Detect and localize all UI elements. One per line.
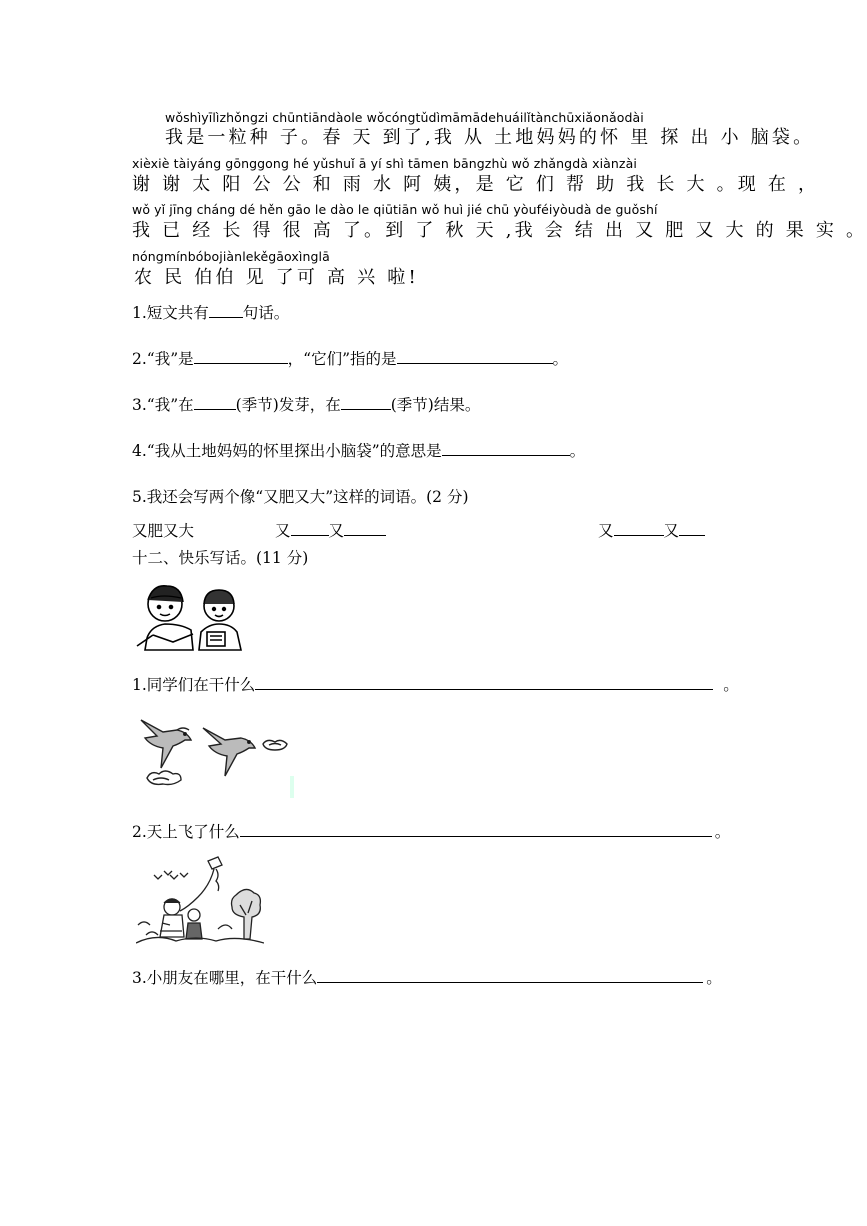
you-char: 又 [275, 522, 291, 540]
question-3-text: 3.“我”在 [132, 396, 194, 414]
answer-blank[interactable] [397, 349, 553, 364]
answer-blank[interactable] [194, 395, 236, 410]
answer-blank[interactable] [344, 521, 386, 536]
answer-blank[interactable] [341, 395, 391, 410]
writing-question-2-text: 2.天上飞了什么 [132, 823, 240, 841]
answer-blank[interactable] [291, 521, 329, 536]
you-char: 又 [598, 522, 614, 540]
pinyin-line-4: nóngmínbóbojiànlekěgāoxìnglā [132, 249, 330, 264]
answer-line[interactable] [255, 675, 713, 690]
children-reading-icon [133, 580, 253, 656]
writing-question-1-tail: 。 [723, 676, 739, 694]
birds-flying-icon [133, 710, 298, 800]
question-4-tail: 。 [569, 442, 586, 460]
passage-line-2: 谢 谢 太 阳 公 公 和 雨 水 阿 姨，是 它 们 帮 助 我 长 大 。现 在 ， [132, 174, 820, 195]
question-2-tail: 。 [552, 350, 569, 368]
section-title: 十二、快乐写话。(11 分) [132, 549, 309, 567]
answer-blank[interactable] [614, 521, 664, 536]
answer-line[interactable] [317, 968, 703, 983]
question-3 [132, 393, 480, 415]
writing-question-1-text: 1.同学们在干什么 [132, 676, 256, 694]
question-3-mid: (季节)发芽，在 [235, 396, 341, 414]
pinyin-line-2: xièxiè tàiyáng gōnggong hé yǔshuǐ ā yí shì tāmen bāngzhù wǒ zhǎngdà xiànzài [132, 156, 637, 171]
word-pattern-2 [598, 519, 705, 541]
you-char: 又 [328, 522, 345, 540]
passage-line-4: 农 民 伯伯 见 了可 高 兴 啦! [134, 267, 419, 288]
example-word: 又肥又大 [132, 522, 195, 540]
pinyin-line-3: wǒ yǐ jīng cháng dé hěn gāo le dào le qiūtiān wǒ huì jié chū yòuféiyòudà de guǒshí [132, 202, 658, 217]
question-1-tail: 句话。 [242, 304, 290, 322]
question-2 [132, 347, 568, 369]
passage-line-3: 我 已 经 长 得 很 高 了。到 了 秋 天 ,我 会 结 出 又 肥 又 大 的 果 实 。 [132, 220, 867, 241]
question-2-text: 2.“我”是 [132, 350, 194, 368]
passage-line-1: 我是一粒种 子。春 天 到了,我 从 土地妈妈的怀 里 探 出 小 脑袋。 [165, 127, 815, 148]
writing-question-2-tail: 。 [714, 823, 731, 841]
writing-question-3-tail: 。 [706, 969, 722, 987]
answer-blank[interactable] [679, 521, 705, 536]
question-3-tail: (季节)结果。 [390, 396, 481, 414]
answer-blank[interactable] [442, 441, 570, 456]
question-4-text: 4.“我从土地妈妈的怀里探出小脑袋”的意思是 [132, 442, 442, 460]
question-5: 5.我还会写两个像“又肥又大”这样的词语。(2 分) [132, 488, 469, 506]
writing-question-1 [132, 673, 739, 695]
answer-blank[interactable] [194, 349, 288, 364]
question-4 [132, 439, 585, 461]
question-2-mid: ，“它们”指的是 [287, 350, 397, 368]
writing-question-2 [132, 820, 730, 842]
writing-question-3 [132, 966, 722, 988]
you-char: 又 [663, 522, 680, 540]
pinyin-line-1: wǒshìyīlìzhǒngzi chūntiāndàole wǒcóngtǔdìmāmādehuáilǐtànchūxiǎonǎodài [165, 110, 644, 125]
kite-flying-icon [136, 855, 264, 947]
word-pattern-1 [275, 519, 386, 541]
writing-question-3-text: 3.小朋友在哪里，在干什么 [132, 969, 318, 987]
answer-blank[interactable] [209, 303, 243, 318]
question-1-text: 1.短文共有 [132, 304, 209, 322]
answer-line[interactable] [240, 822, 712, 837]
question-1 [132, 301, 289, 323]
